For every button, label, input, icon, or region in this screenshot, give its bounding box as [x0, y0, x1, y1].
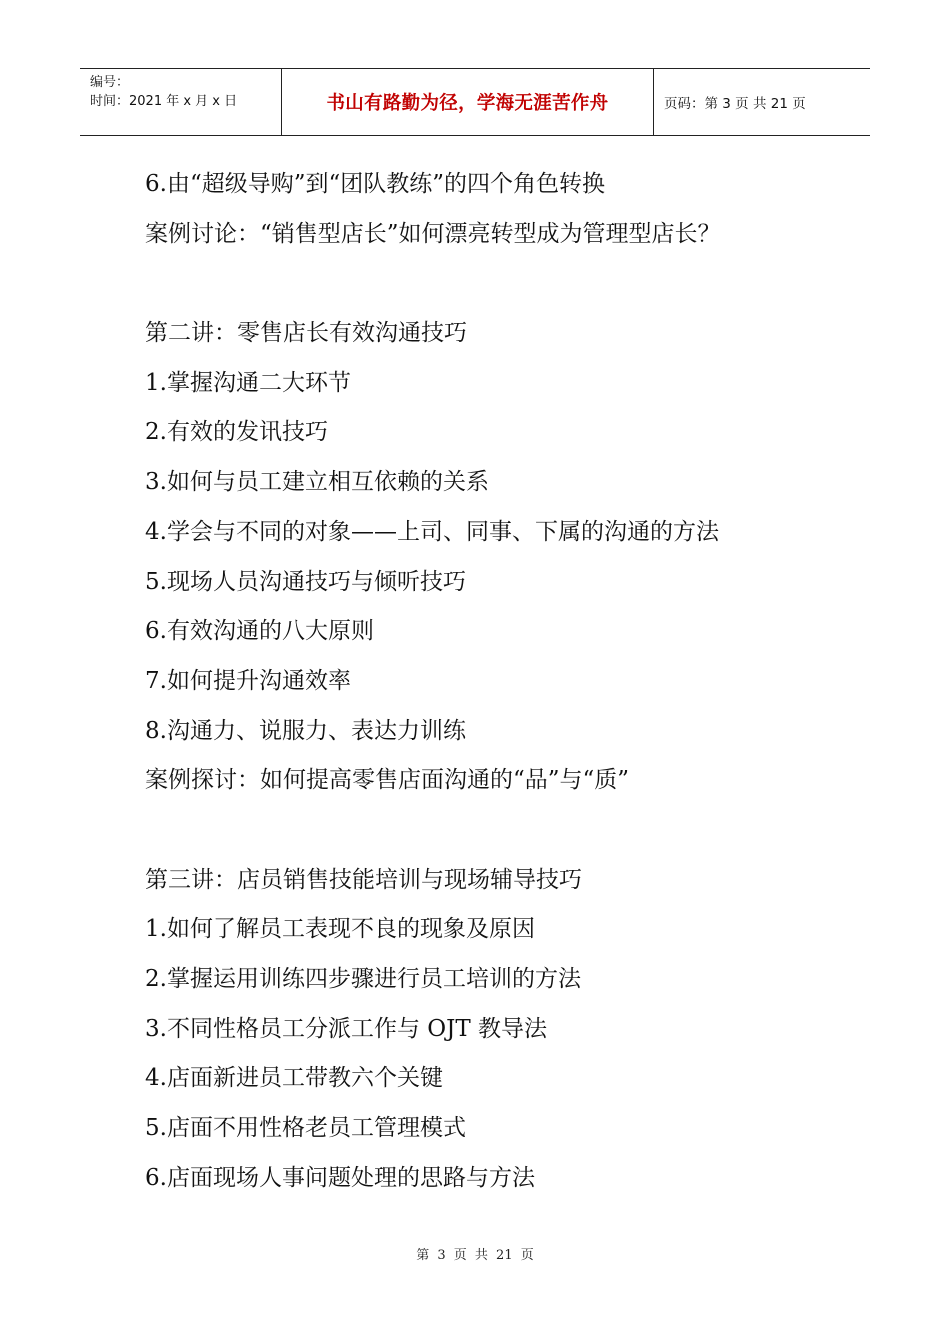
case-discussion: 案例讨论：“销售型店长”如何漂亮转型成为管理型店长？: [145, 220, 721, 247]
list-item: 6.店面现场人事问题处理的思路与方法: [145, 1164, 535, 1191]
list-item: 3.如何与员工建立相互依赖的关系: [145, 469, 489, 496]
case-discussion: 案例探讨：如何提高零售店面沟通的“品”与“质”: [145, 767, 630, 794]
body-line: 6.由“超级导购”到“团队教练”的四个角色转换: [145, 171, 605, 197]
document-body: [145, 160, 825, 1203]
list-item: 5.店面不用性格老员工管理模式: [145, 1115, 466, 1142]
section-title: 第三讲：店员销售技能培训与现场辅导技巧: [145, 866, 582, 893]
header-motto: 书山有路勤为径，学海无涯苦作舟: [326, 93, 609, 114]
list-item: 1.掌握沟通二大环节: [145, 369, 351, 396]
blank-line: [145, 259, 825, 309]
list-item: 5.现场人员沟通技巧与倾听技巧: [145, 568, 466, 595]
page-footer: 第 3 页 共 21 页: [416, 1248, 534, 1263]
list-item: 4.店面新进员工带教六个关键: [145, 1065, 443, 1092]
header-meta: [80, 69, 282, 135]
list-item: 4.学会与不同的对象——上司、同事、下属的沟通的方法: [145, 518, 719, 545]
list-item: 1.如何了解员工表现不良的现象及原因: [145, 916, 535, 943]
document-date: 时间：2021 年 x 月 x 日: [90, 94, 238, 109]
section-title: 第二讲：零售店长有效沟通技巧: [145, 320, 467, 347]
header-page-info: 页码：第 3 页 共 21 页: [664, 96, 806, 112]
header-page-cell: [654, 69, 870, 135]
list-item: 6.有效沟通的八大原则: [145, 618, 374, 645]
list-item: 3.不同性格员工分派工作与 OJT 教导法: [145, 1015, 547, 1042]
list-item: 2.有效的发讯技巧: [145, 419, 328, 446]
list-item: 2.掌握运用训练四步骤进行员工培训的方法: [145, 966, 581, 992]
list-item: 7.如何提升沟通效率: [145, 667, 351, 694]
document-header: [80, 68, 870, 136]
header-motto-cell: [282, 69, 654, 135]
document-number-label: 编号：: [90, 75, 130, 90]
list-item: 8.沟通力、说服力、表达力训练: [145, 717, 466, 744]
blank-line: [145, 806, 825, 856]
